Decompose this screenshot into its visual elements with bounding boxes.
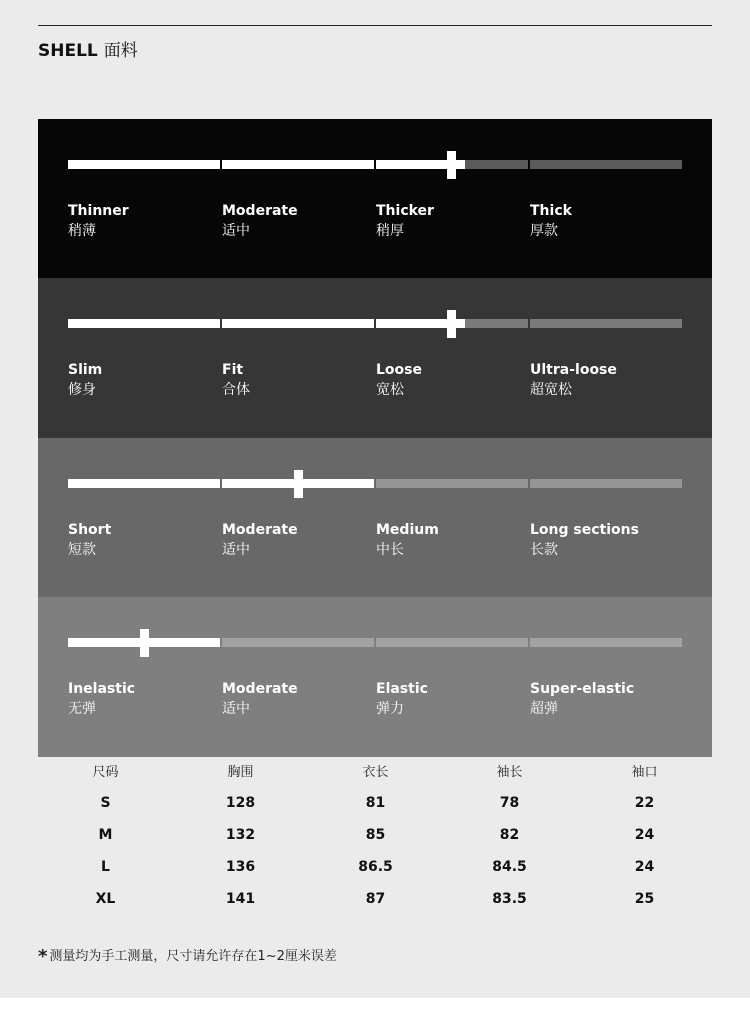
asterisk-icon: * [38, 946, 48, 967]
sleeve-cell: 83.5 [492, 891, 527, 907]
section-title-zh: 面料 [103, 41, 138, 61]
measurement-note [38, 945, 337, 967]
scale-label-zh: 弹力 [376, 700, 404, 717]
scale-label-en: Short [68, 521, 112, 538]
header-chest: 胸围 [227, 765, 254, 780]
size-cell: S [100, 795, 111, 811]
scale-segment [222, 319, 374, 328]
panel-fit [38, 278, 712, 438]
cuff-cell: 22 [634, 795, 655, 811]
scale-segment [222, 160, 374, 169]
scale-label [376, 201, 434, 241]
scale-label-zh: 适中 [222, 541, 250, 558]
size-table-header [38, 759, 712, 787]
cuff-cell: 24 [634, 827, 655, 843]
scale-label-zh: 无弹 [68, 700, 96, 717]
scale-label [222, 679, 298, 719]
scale-label [222, 520, 298, 560]
scale-label [376, 360, 422, 400]
scale-label [222, 201, 298, 241]
cuff-cell: 25 [634, 891, 655, 907]
chest-cell: 141 [225, 891, 256, 907]
section-title [38, 36, 138, 61]
scale-segment [376, 638, 528, 647]
scale-segment [530, 479, 682, 488]
length-cell: 85 [365, 827, 386, 843]
scale-segment [376, 479, 528, 488]
scale-label [530, 360, 617, 400]
size-table [38, 759, 712, 915]
table-row [38, 883, 712, 915]
scale-label-zh: 稍薄 [68, 223, 96, 239]
scale-label-zh: 超弹 [530, 700, 558, 717]
scale-label [530, 520, 639, 560]
chest-cell: 128 [225, 795, 256, 811]
scale-label [68, 360, 102, 400]
scale-label-en: Thinner [68, 203, 129, 219]
scale-segment [530, 319, 682, 328]
scale-label-en: Fit [222, 362, 244, 379]
scale-label-zh: 短款 [68, 541, 96, 558]
scale-label-en: Thick [530, 203, 572, 219]
scale-label-en: Loose [376, 362, 422, 379]
scale-label [68, 201, 129, 241]
cuff-cell: 24 [634, 859, 655, 875]
scale-marker-crossbar [285, 479, 311, 488]
size-cell: XL [95, 891, 116, 907]
length-cell: 87 [365, 891, 386, 907]
scale-segment [68, 319, 220, 328]
panel-elasticity [38, 597, 712, 757]
size-cell: M [98, 827, 113, 843]
sleeve-cell: 84.5 [492, 859, 527, 875]
scale-label-zh: 宽松 [376, 382, 404, 399]
scale-label-zh: 适中 [222, 700, 250, 717]
scale-label [530, 679, 634, 719]
table-row [38, 851, 712, 883]
header-cuff: 袖口 [631, 765, 658, 780]
table-row [38, 819, 712, 851]
length-cell: 86.5 [358, 859, 393, 875]
scale-label [68, 679, 135, 719]
scale-label [530, 201, 572, 241]
size-cell: L [101, 859, 110, 875]
scale-segment [222, 638, 374, 647]
scale-marker-crossbar [132, 638, 158, 647]
scale-label [376, 679, 428, 719]
scale-label-en: Medium [376, 521, 439, 538]
length-cell: 81 [365, 795, 386, 811]
scale-label-en: Thicker [376, 203, 434, 219]
sleeve-cell: 82 [499, 827, 520, 843]
scale-marker-crossbar [439, 319, 465, 328]
scale-label-zh: 超宽松 [530, 382, 572, 399]
scale-label-en: Super-elastic [530, 680, 635, 697]
header-length: 衣长 [362, 765, 389, 780]
scale-label-en: Long sections [530, 521, 639, 538]
scale-label-zh: 长款 [530, 541, 558, 558]
chest-cell: 132 [225, 827, 256, 843]
sleeve-cell: 78 [499, 795, 520, 811]
chest-cell: 136 [225, 859, 256, 875]
scale-marker-crossbar [439, 160, 465, 169]
scale-label-zh: 适中 [222, 223, 250, 239]
scale-label-zh: 稍厚 [376, 223, 404, 239]
scale-segment [530, 160, 682, 169]
panel-thickness [38, 119, 712, 279]
scale-label-en: Moderate [222, 521, 298, 538]
header-sleeve: 袖长 [496, 765, 523, 780]
scale-segment [530, 638, 682, 647]
header-size: 尺码 [92, 765, 119, 780]
scale-label-zh: 厚款 [530, 223, 558, 239]
scale-label [376, 520, 439, 560]
panel-length [38, 438, 712, 598]
section-title-en: SHELL [38, 41, 98, 61]
scale-label-en: Inelastic [68, 680, 136, 697]
scale-label-zh: 修身 [68, 382, 96, 399]
scale-label-en: Ultra-loose [530, 362, 617, 379]
scale-label-en: Slim [68, 362, 103, 379]
scale-label-en: Moderate [222, 680, 298, 697]
top-divider [38, 25, 712, 26]
scale-label-zh: 合体 [222, 382, 250, 399]
scale-label-zh: 中长 [376, 541, 404, 558]
scale-segment [68, 479, 220, 488]
table-row [38, 787, 712, 819]
scale-label [222, 360, 250, 400]
note-text: 测量均为手工测量，尺寸请允许存在1~2厘米误差 [49, 949, 337, 964]
scale-label-en: Elastic [376, 680, 428, 697]
scale-label [68, 520, 111, 560]
scale-label-en: Moderate [222, 203, 298, 219]
scale-segment [68, 160, 220, 169]
